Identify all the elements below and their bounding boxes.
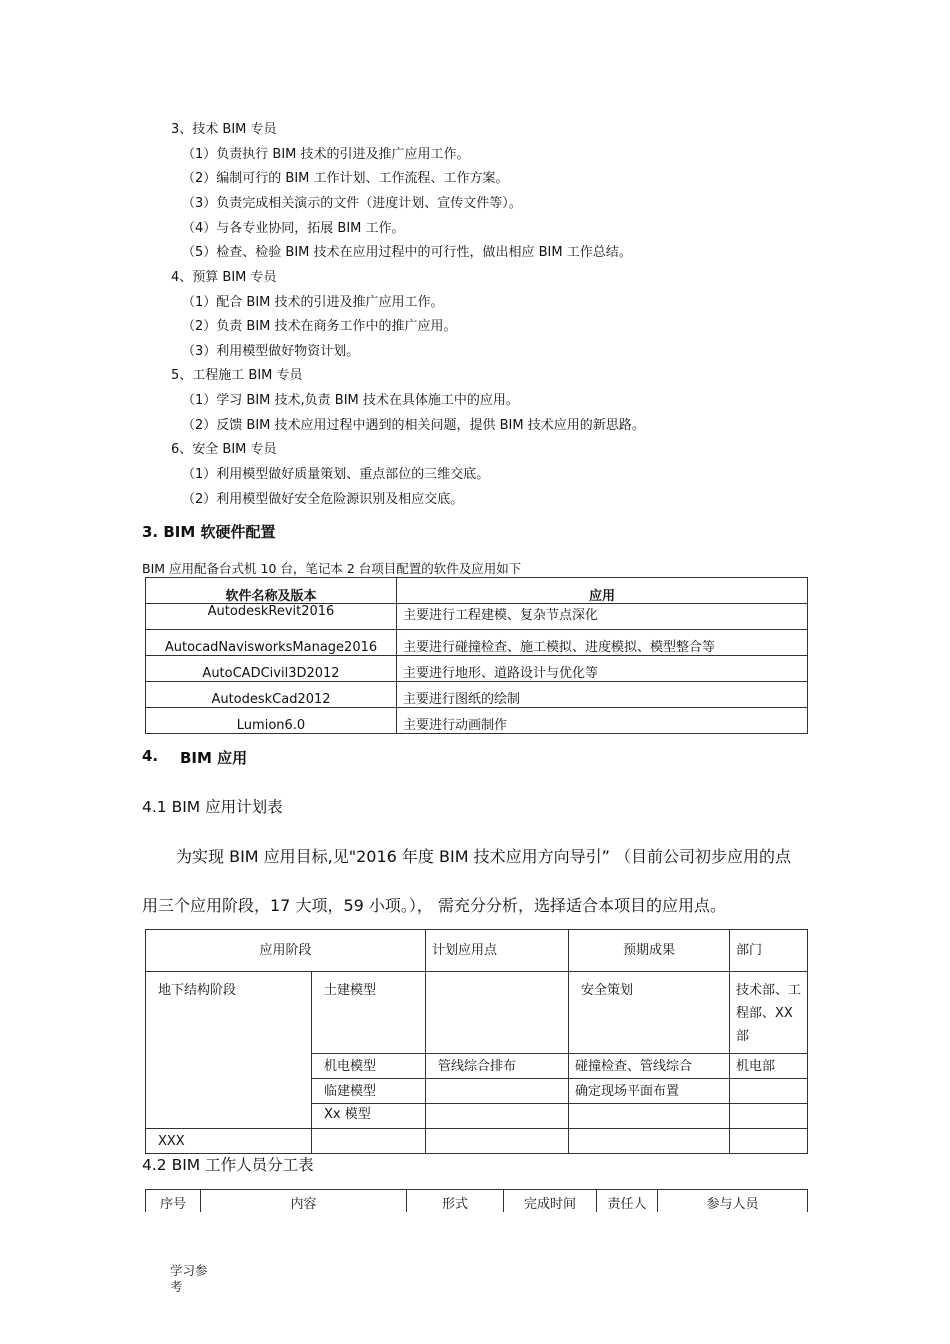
- software-table: [145, 577, 808, 734]
- dept-cell: [730, 1104, 808, 1129]
- point-cell: [426, 972, 569, 1054]
- col-header-deadline: 完成时间: [504, 1190, 597, 1213]
- dept-cell: [730, 1079, 808, 1104]
- list-item: （1）负责执行 BIM 技术的引进及推广应用工作。: [182, 147, 470, 162]
- col-header-participants: 参与人员: [658, 1190, 808, 1213]
- role-heading-budget: 4、预算 BIM 专员: [171, 270, 277, 285]
- software-name: AutodeskRevit2016: [146, 604, 397, 630]
- software-name: Lumion6.0: [146, 708, 397, 734]
- section-3-intro: BIM 应用配备台式机 10 台，笔记本 2 台项目配置的软件及应用如下: [142, 561, 522, 576]
- list-item: （4）与各专业协同，拓展 BIM 工作。: [182, 221, 405, 236]
- role-heading-construction: 5、工程施工 BIM 专员: [171, 368, 303, 383]
- list-item: （3）负责完成相关演示的文件（进度计划、宣传文件等）。: [182, 196, 522, 211]
- section-4-number: 4.: [142, 747, 159, 765]
- list-item: （2）编制可行的 BIM 工作计划、工作流程、工作方案。: [182, 171, 509, 186]
- list-item: （1）配合 BIM 技术的引进及推广应用工作。: [182, 295, 444, 310]
- col-header-result: 预期成果: [569, 930, 730, 972]
- col-header-form: 形式: [407, 1190, 504, 1213]
- point-cell: [426, 1129, 569, 1154]
- plan-table: [145, 929, 808, 1154]
- result-cell: 碰撞检查、管线综合: [569, 1054, 730, 1079]
- role-heading-safety: 6、安全 BIM 专员: [171, 442, 277, 457]
- software-use: 主要进行地形、道路设计与优化等: [397, 656, 808, 682]
- section-4-title: BIM 应用: [180, 749, 248, 767]
- result-cell: 确定现场平面布置: [569, 1079, 730, 1104]
- table-header-row: [146, 578, 808, 604]
- section-4-2-title: 4.2 BIM 工作人员分工表: [142, 1156, 314, 1174]
- list-item: （5）检查、检验 BIM 技术在应用过程中的可行性，做出相应 BIM 工作总结。: [182, 245, 632, 260]
- software-use: 主要进行动画制作: [397, 708, 808, 734]
- col-header-dept: 部门: [730, 930, 808, 972]
- table-row: [146, 604, 808, 630]
- model-cell: Xx 模型: [312, 1104, 426, 1129]
- dept-cell: [730, 1129, 808, 1154]
- footer-text-line1: 学习参: [170, 1263, 208, 1278]
- result-cell: [569, 1104, 730, 1129]
- list-item: （3）利用模型做好物资计划。: [182, 344, 360, 359]
- result-cell: 安全策划: [569, 972, 730, 1054]
- paragraph-line: 用三个应用阶段，17 大项，59 小项。）， 需充分分析，选择适合本项目的应用点。: [142, 896, 726, 915]
- point-cell: [426, 1104, 569, 1129]
- stage-cell: 地下结构阶段: [146, 972, 312, 1129]
- table-row: [146, 708, 808, 734]
- software-use: 主要进行工程建模、复杂节点深化: [397, 604, 808, 630]
- dept-cell: 机电部: [730, 1054, 808, 1079]
- model-cell: 临建模型: [312, 1079, 426, 1104]
- table-row: [146, 972, 808, 1054]
- software-name: AutodeskCad2012: [146, 682, 397, 708]
- table-row: [146, 630, 808, 656]
- model-cell: 机电模型: [312, 1054, 426, 1079]
- paragraph-line: 为实现 BIM 应用目标,见"2016 年度 BIM 技术应用方向导引” （目前公司初步应用的点: [176, 847, 791, 866]
- software-name: AutocadNavisworksManage2016: [146, 630, 397, 656]
- section-4-1-title: 4.1 BIM 应用计划表: [142, 798, 283, 816]
- col-header-point: 计划应用点: [426, 930, 569, 972]
- table-row: [146, 656, 808, 682]
- col-header-owner: 责任人: [597, 1190, 658, 1213]
- stage-cell: XXX: [146, 1129, 312, 1154]
- col-header-application: 应用: [397, 578, 808, 604]
- list-item: （1）利用模型做好质量策划、重点部位的三维交底。: [182, 467, 490, 482]
- list-item: （2）利用模型做好安全危险源识别及相应交底。: [182, 492, 464, 507]
- point-cell: [426, 1079, 569, 1104]
- result-cell: [569, 1129, 730, 1154]
- footer-text-line2: 考: [170, 1279, 183, 1294]
- section-3-title: 3. BIM 软硬件配置: [142, 523, 276, 541]
- model-cell: 土建模型: [312, 972, 426, 1054]
- col-header-content: 内容: [201, 1190, 407, 1213]
- staff-table: [145, 1189, 808, 1212]
- table-header-row: [146, 1190, 808, 1213]
- list-item: （2）反馈 BIM 技术应用过程中遇到的相关问题，提供 BIM 技术应用的新思路。: [182, 418, 645, 433]
- list-item: （1）学习 BIM 技术,负责 BIM 技术在具体施工中的应用。: [182, 393, 519, 408]
- software-use: 主要进行图纸的绘制: [397, 682, 808, 708]
- col-header-software: 软件名称及版本: [146, 578, 397, 604]
- table-header-row: [146, 930, 808, 972]
- table-row: [146, 1129, 808, 1154]
- col-header-index: 序号: [146, 1190, 201, 1213]
- col-header-stage: 应用阶段: [146, 930, 426, 972]
- role-heading-tech: 3、技术 BIM 专员: [171, 122, 277, 137]
- software-name: AutoCADCivil3D2012: [146, 656, 397, 682]
- dept-cell: 技术部、工程部、XX 部: [730, 972, 808, 1054]
- point-cell: 管线综合排布: [426, 1054, 569, 1079]
- table-row: [146, 682, 808, 708]
- list-item: （2）负责 BIM 技术在商务工作中的推广应用。: [182, 319, 457, 334]
- software-use: 主要进行碰撞检查、施工模拟、进度模拟、模型整合等: [397, 630, 808, 656]
- model-cell: [312, 1129, 426, 1154]
